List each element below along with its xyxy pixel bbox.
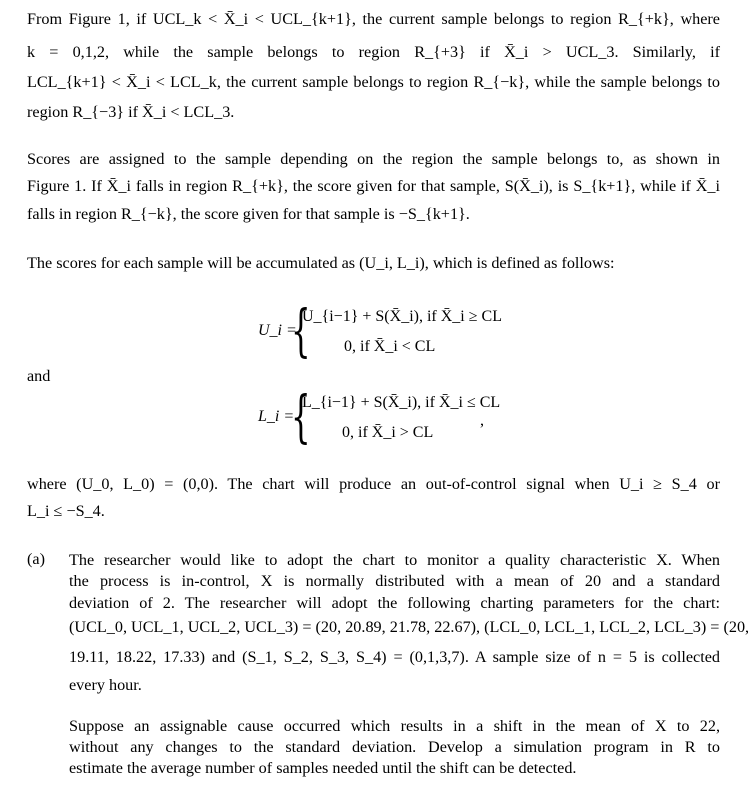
p2-line-1: Scores are assigned to the sample depending on the region the sample belongs to, as shown in [27, 150, 720, 168]
equation-U-row-1: U_{i−1} + S(X̄_i), if X̄_i ≥ CL [302, 308, 502, 325]
equation-U-row-2: 0, if X̄_i < CL [344, 338, 436, 355]
item-a-line-6: every hour. [69, 676, 142, 694]
item-a-line-2: the process is in-control, X is normally distributed with a mean of 20 and a standard [69, 572, 720, 590]
p3-line: The scores for each sample will be accumulated as (U_i, L_i), which is defined as follows: [27, 254, 615, 272]
item-a-p2-line-3: estimate the average number of samples needed until the shift can be detected. [69, 759, 577, 777]
item-a-p2-line-2: without any changes to the standard deviation. Develop a simulation program in R to [69, 738, 720, 756]
equation-L [258, 385, 518, 450]
equation-U [258, 299, 558, 364]
item-a-line-5: 19.11, 18.22, 17.33) and (S_1, S_2, S_3, S_4) = (0,1,3,7). A sample size of n = 5 is collected [69, 648, 720, 666]
equation-L-brace: { [291, 385, 311, 450]
item-a-p2-line-1: Suppose an assignable cause occurred which results in a shift in the mean of X to 22, [69, 717, 720, 735]
item-a-line-3: deviation of 2. The researcher will adopt the following charting parameters for the chart: [69, 594, 720, 612]
equation-L-row-1: L_{i−1} + S(X̄_i), if X̄_i ≤ CL [302, 394, 501, 411]
equation-L-comma: , [480, 411, 485, 429]
p4-line-1: where (U_0, L_0) = (0,0). The chart will produce an out-of-control signal when U_i ≥ S_4 or [27, 475, 720, 493]
item-a-line-4: (UCL_0, UCL_1, UCL_2, UCL_3) = (20, 20.89, 21.78, 22.67), (LCL_0, LCL_1, LCL_2, LCL_3) = (20, [69, 618, 750, 636]
p1-line-3: LCL_{k+1} < X̄_i < LCL_k, the current sample belongs to region R_{−k}, while the sample belongs to [27, 73, 720, 91]
equation-U-brace: { [291, 299, 311, 364]
p4-line-2: L_i ≤ −S_4. [27, 502, 105, 520]
and-label: and [27, 367, 51, 385]
item-a-label: (a) [27, 550, 45, 568]
equation-U-lhs: U_i = [258, 322, 297, 339]
item-a-line-1: The researcher would like to adopt the chart to monitor a quality characteristic X. When [69, 551, 720, 569]
p2-line-2: Figure 1. If X̄_i falls in region R_{+k}, the score given for that sample, S(X̄_i), is S_{k+1}, while if X̄_i [27, 177, 720, 195]
p2-line-3: falls in region R_{−k}, the score given for that sample is −S_{k+1}. [27, 205, 470, 223]
p1-line-4: region R_{−3} if X̄_i < LCL_3. [27, 103, 235, 121]
equation-L-lhs: L_i = [258, 408, 295, 425]
equation-L-row-2: 0, if X̄_i > CL [342, 424, 434, 441]
p1-line-1: From Figure 1, if UCL_k < X̄_i < UCL_{k+1}, the current sample belongs to region R_{+k}, where [27, 10, 720, 28]
p1-line-2: k = 0,1,2, while the sample belongs to region R_{+3} if X̄_i > UCL_3. Similarly, if [27, 43, 720, 61]
